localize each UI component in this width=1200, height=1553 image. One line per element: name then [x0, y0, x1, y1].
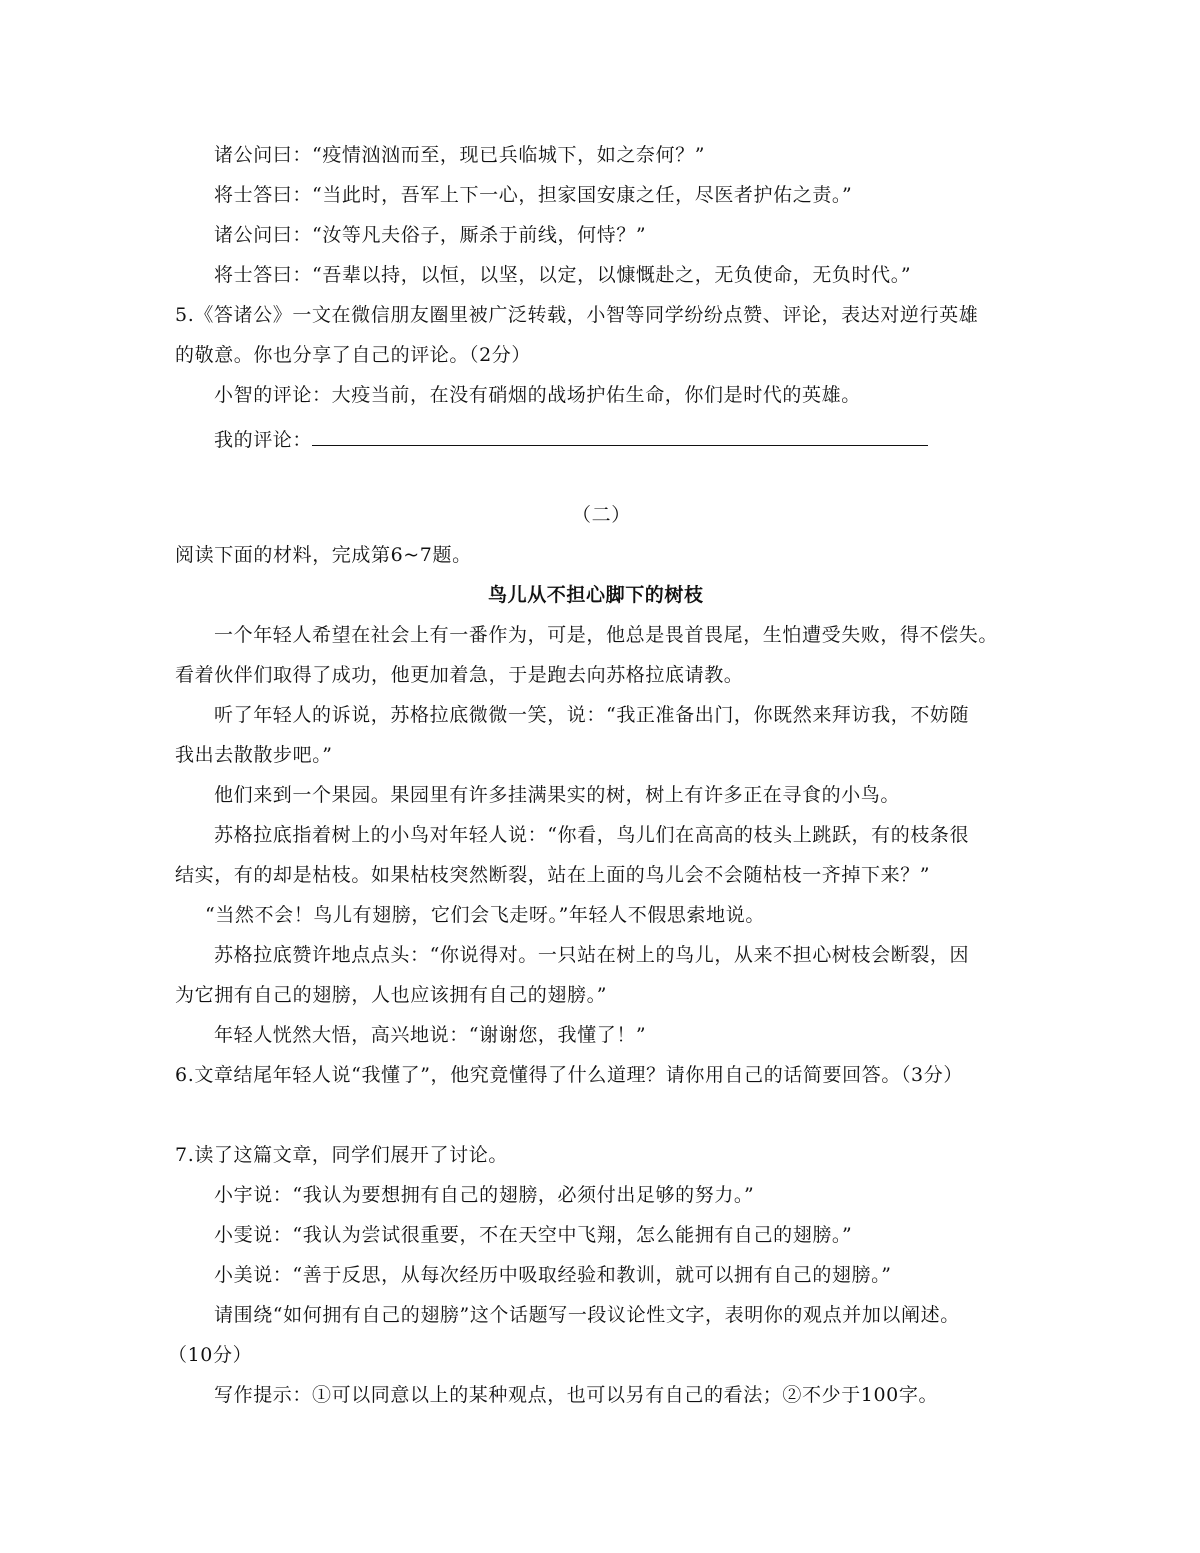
- article-paragraph: 看着伙伴们取得了成功，他更加着急，于是跑去向苏格拉底请教。: [175, 664, 744, 686]
- xiaozhi-comment: 小智的评论：大疫当前，在没有硝烟的战场护佑生命，你们是时代的英雄。: [214, 384, 861, 406]
- article-paragraph: 结实，有的却是枯枝。如果枯枝突然断裂，站在上面的鸟儿会不会随枯枝一齐掉下来？”: [175, 864, 931, 886]
- article-paragraph: 我出去散散步吧。”: [175, 744, 333, 766]
- my-comment-row: [214, 425, 928, 452]
- dialogue-line: 将士答曰：“吾辈以持，以恒，以坚，以定，以慷慨赴之，无负使命，无负时代。”: [214, 264, 912, 286]
- question-6-text: 6.文章结尾年轻人说“我懂了”，他究竟懂得了什么道理？请你用自己的话简要回答。（3分）: [175, 1064, 963, 1086]
- writing-tip: 写作提示：①可以同意以上的某种观点，也可以另有自己的看法；②不少于100字。: [214, 1384, 939, 1406]
- section-instruction: 阅读下面的材料，完成第6~7题。: [175, 544, 472, 566]
- question-7-score: （10分）: [168, 1344, 253, 1366]
- student-opinion: 小宇说：“我认为要想拥有自己的翅膀，必须付出足够的努力。”: [214, 1184, 755, 1206]
- student-opinion: 小雯说：“我认为尝试很重要，不在天空中飞翔，怎么能拥有自己的翅膀。”: [214, 1224, 853, 1246]
- article-paragraph: 为它拥有自己的翅膀，人也应该拥有自己的翅膀。”: [175, 984, 608, 1006]
- dialogue-line: 诸公问曰：“疫情汹汹而至，现已兵临城下，如之奈何？”: [214, 144, 706, 166]
- my-comment-answer-blank[interactable]: [312, 425, 928, 446]
- article-paragraph: 听了年轻人的诉说，苏格拉底微微一笑，说：“我正准备出门，你既然来拜访我，不妨随: [214, 704, 970, 726]
- article-paragraph: 他们来到一个果园。果园里有许多挂满果实的树，树上有许多正在寻食的小鸟。: [214, 784, 901, 806]
- article-paragraph: “当然不会！鸟儿有翅膀，它们会飞走呀。”年轻人不假思索地说。: [205, 904, 765, 926]
- article-title: 鸟儿从不担心脚下的树枝: [488, 584, 704, 606]
- article-paragraph: 苏格拉底赞许地点点头：“你说得对。一只站在树上的鸟儿，从来不担心树枝会断裂，因: [214, 944, 970, 966]
- dialogue-line: 将士答曰：“当此时，吾军上下一心，担家国安康之任，尽医者护佑之责。”: [214, 184, 853, 206]
- section-heading: （二）: [572, 504, 631, 526]
- my-comment-label: 我的评论：: [214, 429, 313, 451]
- question-7-intro: 7.读了这篇文章，同学们展开了讨论。: [175, 1144, 508, 1166]
- question-5-text: 的敬意。你也分享了自己的评论。（2分）: [175, 344, 531, 366]
- article-paragraph: 苏格拉底指着树上的小鸟对年轻人说：“你看，鸟儿们在高高的枝头上跳跃，有的枝条很: [214, 824, 970, 846]
- article-paragraph: 一个年轻人希望在社会上有一番作为，可是，他总是畏首畏尾，生怕遭受失败，得不偿失。: [214, 624, 999, 646]
- article-paragraph: 年轻人恍然大悟，高兴地说：“谢谢您，我懂了！”: [214, 1024, 647, 1046]
- question-5-text: 5.《答诸公》一文在微信朋友圈里被广泛转载，小智等同学纷纷点赞、评论，表达对逆行英雄: [175, 304, 979, 326]
- question-7-prompt: 请围绕“如何拥有自己的翅膀”这个话题写一段议论性文字，表明你的观点并加以阐述。: [214, 1304, 960, 1326]
- student-opinion: 小美说：“善于反思，从每次经历中吸取经验和教训，就可以拥有自己的翅膀。”: [214, 1264, 892, 1286]
- dialogue-line: 诸公问曰：“汝等凡夫俗子，厮杀于前线，何恃？”: [214, 224, 647, 246]
